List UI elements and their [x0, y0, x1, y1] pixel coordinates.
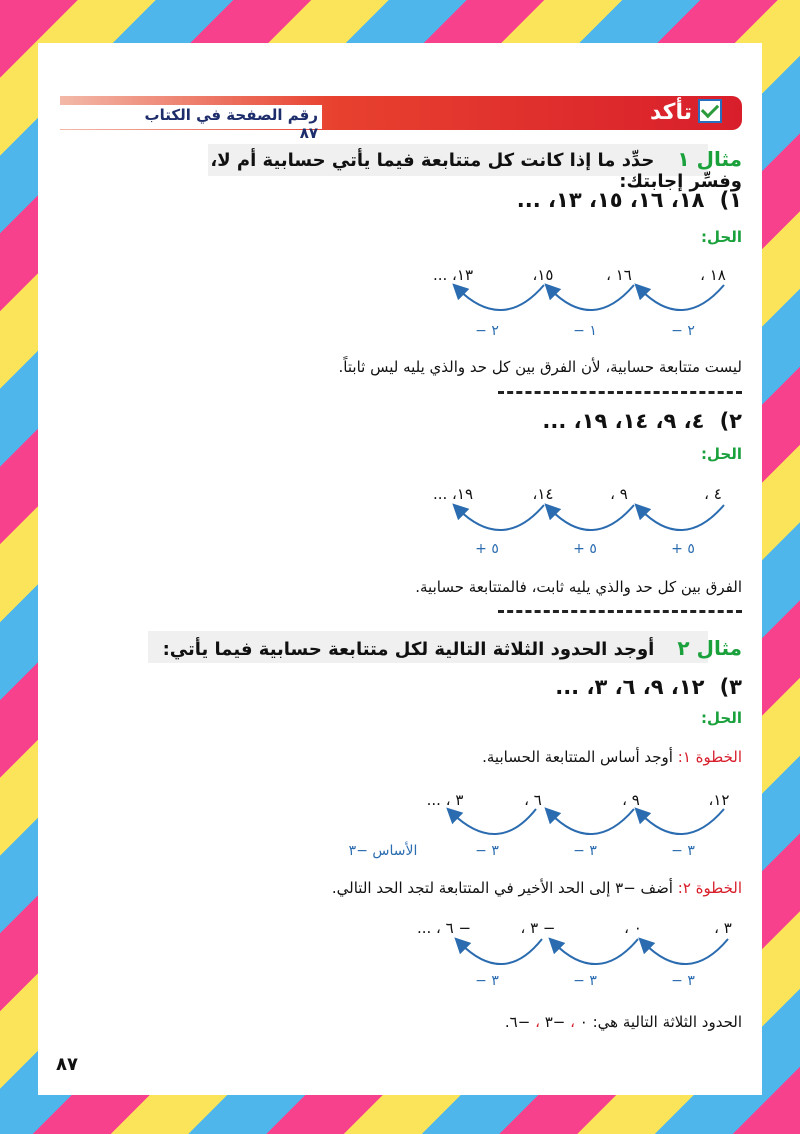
item1-term: ١٣، ...	[432, 266, 474, 284]
answer-prefix: الحدود الثلاثة التالية هي:	[592, 1013, 742, 1031]
example1-question: حدِّد ما إذا كانت كل متتابعة فيما يأتي حسابية أم لا، وفسِّر إجابتك:	[210, 150, 742, 192]
step2-diff: ٣ −	[573, 973, 597, 989]
example2-question: أوجد الحدود الثلاثة التالية لكل متتابعة حسابية فيما يأتي:	[162, 639, 655, 660]
item2-sequence-line	[338, 409, 742, 433]
step2-label: الخطوة ٢:	[677, 879, 742, 897]
section-title-text: تأكد	[649, 100, 692, 125]
answer-separator: ،	[535, 1013, 540, 1031]
item2-diff: ٥ +	[475, 541, 499, 557]
step2-term: ٠ ،	[624, 919, 642, 937]
item2-term: ٩ ،	[610, 485, 628, 503]
answer-value: ٠	[579, 1013, 588, 1031]
step1-diff: ٣ −	[475, 843, 499, 859]
step2-line	[238, 879, 742, 897]
item1-diff: ١ −	[573, 323, 597, 339]
step2-diff: ٣ −	[475, 973, 499, 989]
item2-diff: ٥ +	[671, 541, 695, 557]
section-title	[612, 98, 722, 128]
step2-arrows	[438, 935, 738, 975]
step1-label: الخطوة ١:	[677, 748, 742, 766]
item2-solution-label: الحل:	[701, 445, 742, 463]
book-page-reference: رقم الصفحة في الكتاب ٨٧	[144, 106, 318, 142]
step2-diff: ٣ −	[671, 973, 695, 989]
example1-header	[208, 147, 742, 192]
worksheet-page	[38, 43, 762, 1095]
divider	[498, 610, 742, 613]
checkmark-icon	[698, 99, 722, 123]
step1-arrows	[438, 805, 738, 845]
item3-number: ٣)	[719, 675, 742, 699]
item1-conclusion: ليست متتابعة حسابية، لأن الفرق بين كل حد والذي يليه ليس ثابتاً.	[338, 358, 742, 376]
step1-term: ٦ ،	[524, 791, 542, 809]
item3-solution-label: الحل:	[701, 709, 742, 727]
item2-arrows	[438, 501, 738, 541]
step2-text: أضف −٣ إلى الحد الأخير في المتتابعة لتجد الحد التالي.	[331, 879, 673, 897]
step2-term: ٣ ،	[714, 919, 732, 937]
final-answer	[338, 1013, 742, 1031]
step1-text: أوجد أساس المتتابعة الحسابية.	[482, 748, 673, 766]
example2-header	[148, 636, 742, 660]
item1-sequence: ١٨، ١٦، ١٥، ١٣، ...	[516, 188, 705, 212]
item2-number: ٢)	[719, 409, 742, 433]
item1-sequence-line	[338, 188, 742, 212]
step1-term: ١٢،	[708, 791, 730, 809]
answer-value: −٣	[544, 1013, 566, 1031]
item3-sequence: ١٢، ٩، ٦، ٣، ...	[555, 675, 705, 699]
example2-label: مثال ٢	[677, 636, 742, 660]
item1-diff: ٢ −	[475, 323, 499, 339]
step1-diff: ٣ −	[671, 843, 695, 859]
item1-number: ١)	[719, 188, 742, 212]
item2-sequence: ٤، ٩، ١٤، ١٩، ...	[542, 409, 705, 433]
item2-diff: ٥ +	[573, 541, 597, 557]
item3-sequence-line	[338, 675, 742, 699]
step1-diff: ٣ −	[573, 843, 597, 859]
step1-term: ٩ ،	[622, 791, 640, 809]
item2-term: ١٩، ...	[432, 485, 474, 503]
item1-solution-label: الحل:	[701, 228, 742, 246]
item2-term: ١٤،	[532, 485, 554, 503]
page-number: ٨٧	[56, 1054, 78, 1075]
item1-diff: ٢ −	[671, 323, 695, 339]
base-label: الأساس −٣	[348, 843, 418, 859]
step1-term: ٣ ، ...	[426, 791, 464, 809]
divider	[498, 391, 742, 394]
step2-term: − ٦ ، ...	[416, 919, 472, 937]
step2-term: − ٣ ،	[520, 919, 556, 937]
answer-value: −٦.	[504, 1013, 531, 1031]
step1-line	[338, 748, 742, 766]
item2-conclusion: الفرق بين كل حد والذي يليه ثابت، فالمتتابعة حسابية.	[415, 578, 742, 596]
item1-arrows	[438, 281, 738, 321]
item1-term: ١٨ ،	[700, 266, 726, 284]
example1-label: مثال ١	[677, 147, 742, 171]
answer-separator: ،	[570, 1013, 575, 1031]
item1-term: ١٥،	[532, 266, 554, 284]
item1-term: ١٦ ،	[606, 266, 632, 284]
item2-term: ٤ ،	[704, 485, 722, 503]
